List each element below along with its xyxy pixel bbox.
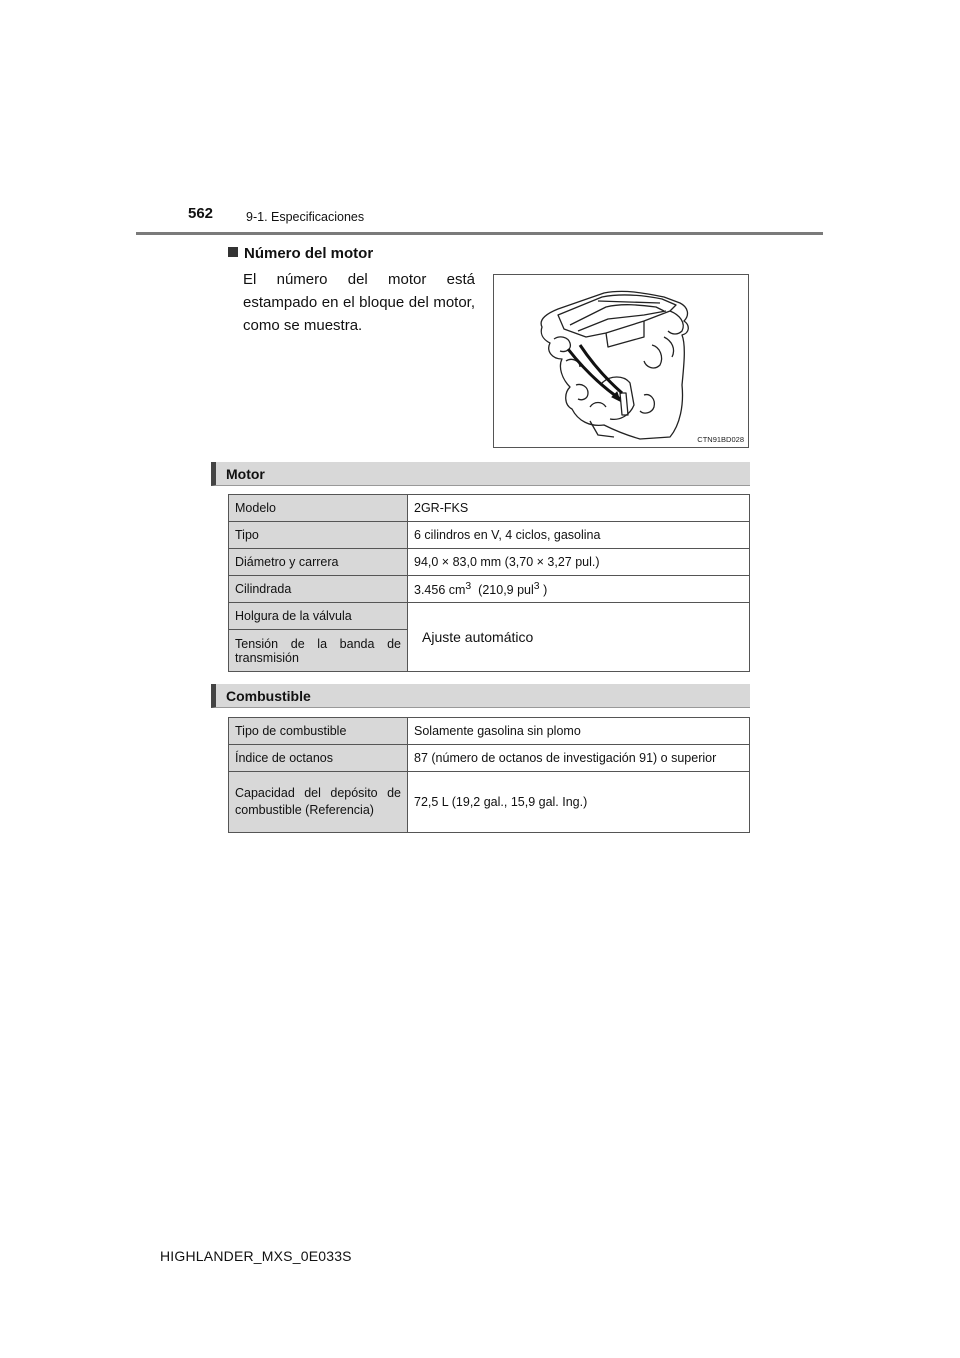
spec-label: Tensión de la banda de transmisión [229,630,408,672]
table-row [229,495,750,522]
fuel-section-title: Combustible [226,688,311,704]
engine-block-drawing [494,275,750,449]
document-code: HIGHLANDER_MXS_0E033S [160,1248,352,1264]
fuel-spec-table [228,717,750,833]
section-title: 9-1. Especificaciones [246,210,365,224]
superscript: 3 [533,580,540,592]
spec-label: Índice de octanos [229,745,408,772]
engine-number-title: Número del motor [244,245,374,262]
engine-illustration [493,274,749,448]
motor-spec-table [228,494,750,672]
table-row [229,745,750,772]
closing-paren: ) [543,583,548,598]
spec-label: Tipo de combustible [229,718,408,745]
page-number: 562 [188,205,214,222]
figure-code: CTN91BD028 [697,435,744,444]
table-row [229,549,750,576]
engine-number-description: El número del motor está estampado en el bloque del motor, como se muestra. [243,271,475,334]
spec-value: 6 cilindros en V, 4 ciclos, gasolina [408,522,750,549]
spec-label: Capacidad del depósito de combustible (Referencia) [229,772,408,833]
displacement-imperial: (210,9 pul [478,583,534,598]
table-row [229,576,750,603]
spec-value: 94,0 × 83,0 mm (3,70 × 3,27 pul.) [408,549,750,576]
motor-section-title: Motor [226,466,265,482]
engine-number-heading [228,245,373,262]
spec-label: Modelo [229,495,408,522]
table-row [229,772,750,833]
table-row [229,522,750,549]
table-row [229,603,750,630]
spec-value: 72,5 L (19,2 gal., 15,9 gal. Ing.) [408,772,750,833]
header-divider [136,232,823,235]
fuel-section-header [211,684,750,708]
spec-value: 2GR-FKS [408,495,750,522]
table-row [229,718,750,745]
displacement-value [408,576,750,603]
spec-value: 87 (número de octanos de investigación 91) o superior [408,745,750,772]
superscript: 3 [465,580,472,592]
spec-value: Ajuste automático [408,603,750,672]
spec-label: Diámetro y carrera [229,549,408,576]
displacement-metric: 3.456 cm [414,583,466,598]
spec-label: Holgura de la válvula [229,603,408,630]
spec-label: Tipo [229,522,408,549]
spec-label: Cilindrada [229,576,408,603]
square-bullet-icon [228,247,238,257]
spec-value: Solamente gasolina sin plomo [408,718,750,745]
motor-section-header [211,462,750,486]
